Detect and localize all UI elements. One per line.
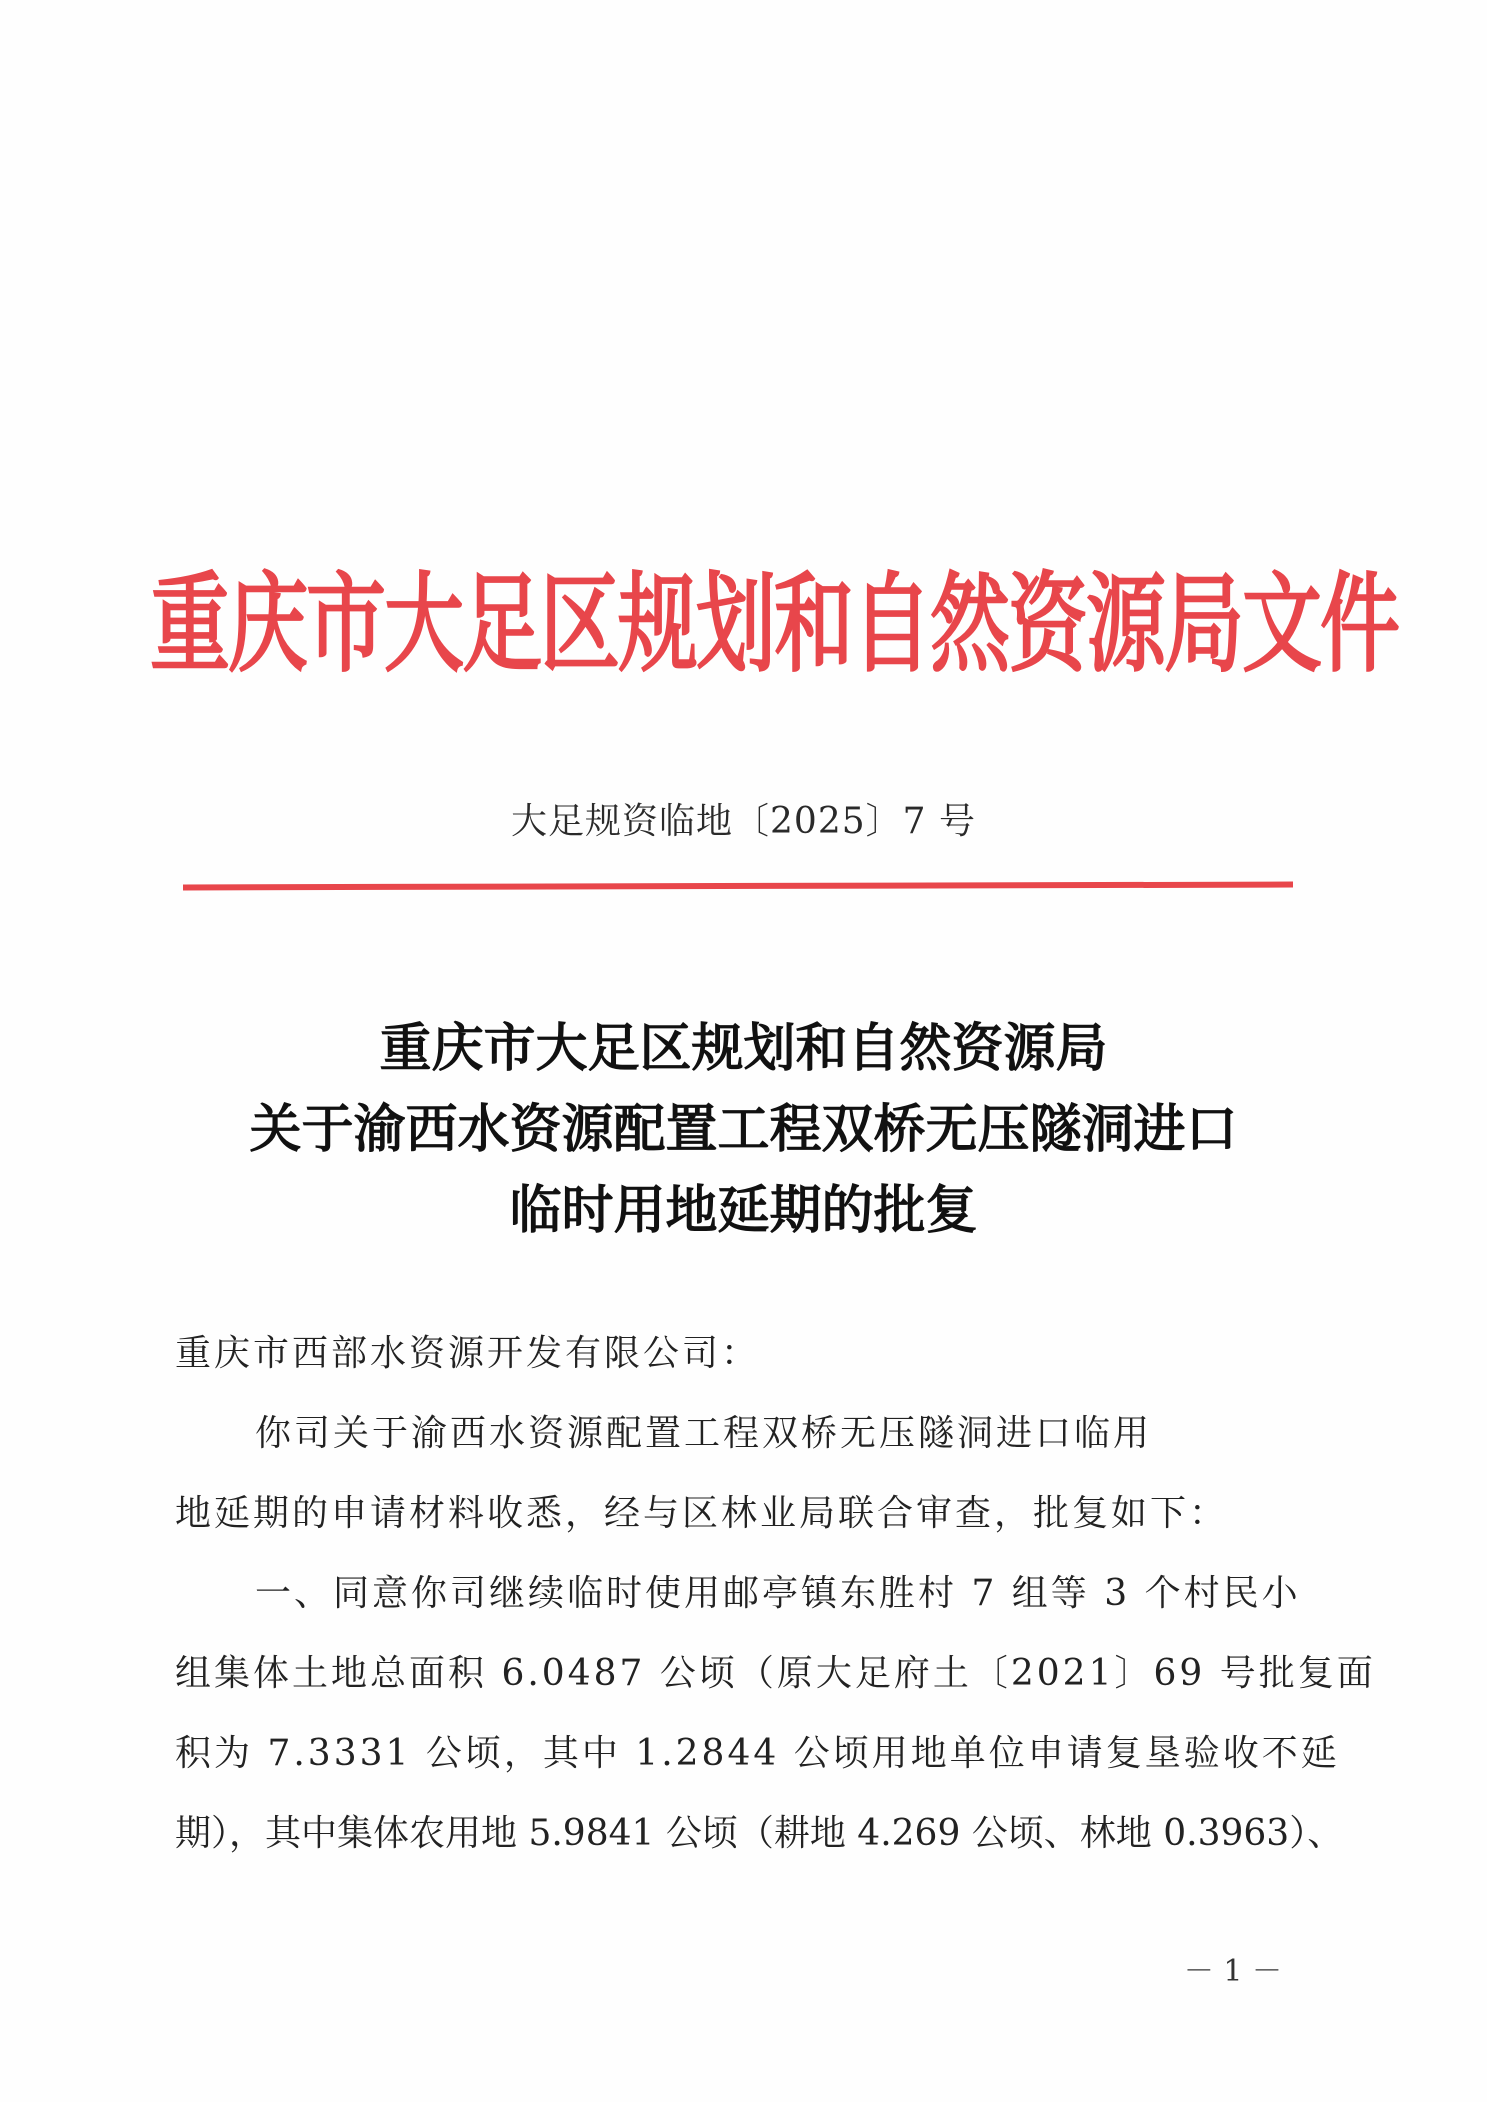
page-number: － 1 － <box>1183 1954 1282 1989</box>
paragraph-2-line-3: 积为 7.3331 公顷，其中 1.2844 公顷用地单位申请复垦验收不延 <box>175 1733 1340 1774</box>
paragraph-2-line-4: 期），其中集体农用地 5.9841 公顷（耕地 4.269 公顷、林地 0.3963）、 <box>175 1813 1344 1854</box>
paragraph-1-line-1: 你司关于渝西水资源配置工程双桥无压隧洞进口临用 <box>255 1413 1153 1454</box>
title-line-1: 重庆市大足区规划和自然资源局 <box>379 1018 1108 1079</box>
document-number: 大足规资临地〔2025〕7 号 <box>511 801 976 842</box>
title-line-2: 关于渝西水资源配置工程双桥无压隧洞进口 <box>249 1099 1238 1160</box>
document-title <box>0 1008 1487 1251</box>
masthead-title: 重庆市大足区规划和自然资源局文件 <box>150 561 1398 688</box>
paragraph-2-line-1: 一、同意你司继续临时使用邮亭镇东胜村 7 组等 3 个村民小 <box>255 1573 1301 1614</box>
red-divider-line <box>183 882 1293 891</box>
title-line-3: 临时用地延期的批复 <box>509 1180 978 1241</box>
addressee: 重庆市西部水资源开发有限公司： <box>175 1333 761 1374</box>
paragraph-2-line-2: 组集体土地总面积 6.0487 公顷（原大足府土〔2021〕69 号批复面 <box>175 1653 1376 1694</box>
paragraph-1-line-2: 地延期的申请材料收悉，经与区林业局联合审查，批复如下： <box>175 1493 1229 1534</box>
